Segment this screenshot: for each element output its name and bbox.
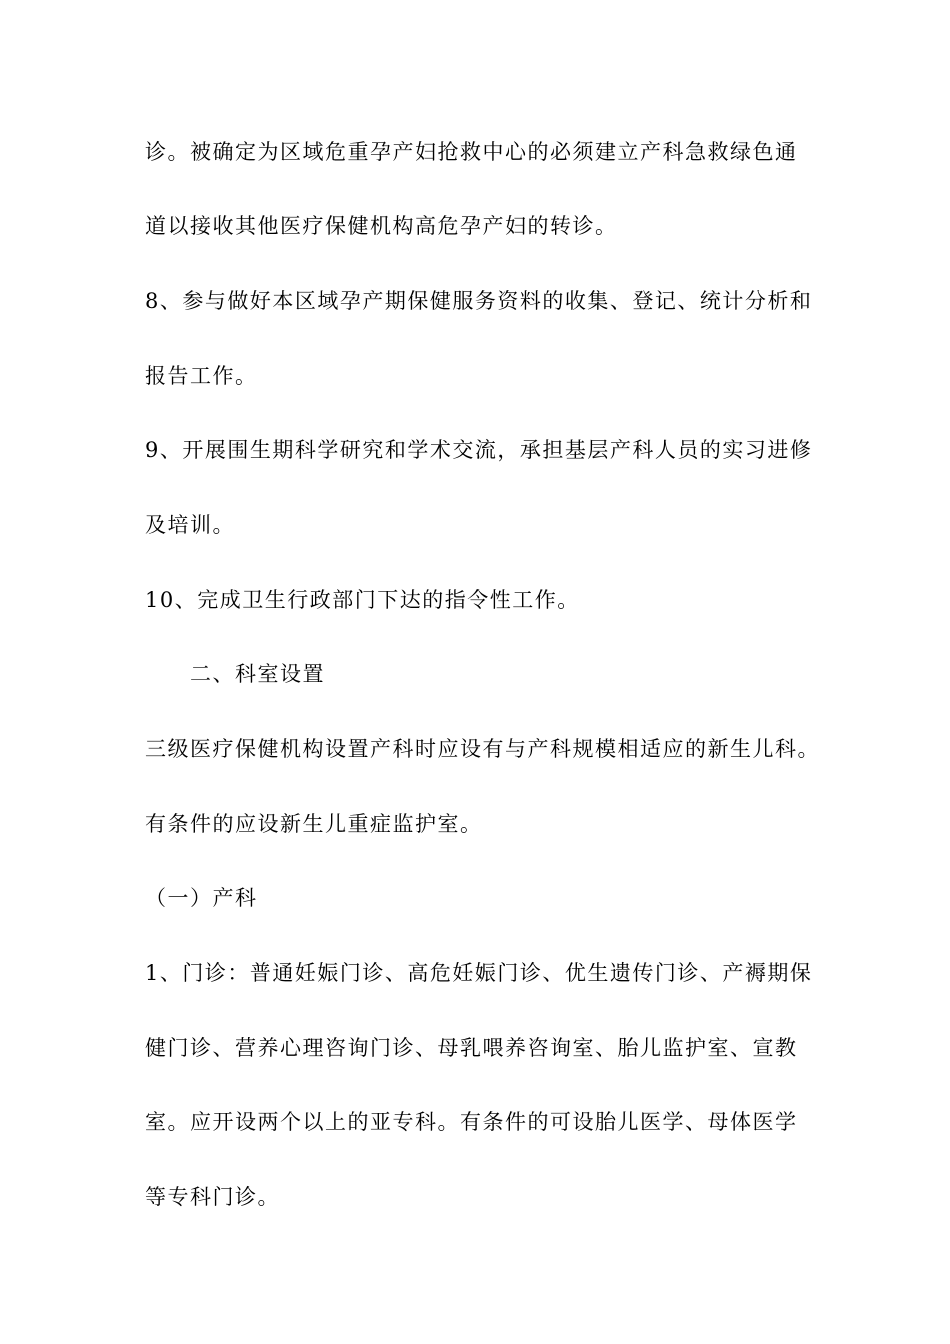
subsection-heading: （一）产科: [145, 886, 258, 910]
paragraph-line: 三级医疗保健机构设置产科时应设有与产科规模相适应的新生儿科。: [145, 737, 820, 761]
paragraph-line: 等专科门诊。: [145, 1185, 280, 1209]
list-item-9: 9、开展围生期科学研究和学术交流，承担基层产科人员的实习进修: [145, 438, 813, 462]
list-item-1: 1、门诊：普通妊娠门诊、高危妊娠门诊、优生遗传门诊、产褥期保: [145, 961, 813, 985]
paragraph-line: 道以接收其他医疗保健机构高危孕产妇的转诊。: [145, 214, 618, 238]
paragraph-line: 及培训。: [145, 513, 235, 537]
paragraph-line: 报告工作。: [145, 364, 258, 388]
list-item-10: 10、完成卫生行政部门下达的指令性工作。: [145, 588, 580, 612]
paragraph-line: 室。应开设两个以上的亚专科。有条件的可设胎儿医学、母体医学: [145, 1110, 798, 1134]
paragraph-line: 健门诊、营养心理咨询门诊、母乳喂养咨询室、胎儿监护室、宣教: [145, 1036, 798, 1060]
section-heading: 二、科室设置: [190, 662, 325, 686]
paragraph-line: 有条件的应设新生儿重症监护室。: [145, 812, 483, 836]
paragraph-line: 诊。被确定为区域危重孕产妇抢救中心的必须建立产科急救绿色通: [145, 140, 798, 164]
list-item-8: 8、参与做好本区域孕产期保健服务资料的收集、登记、统计分析和: [145, 289, 813, 313]
